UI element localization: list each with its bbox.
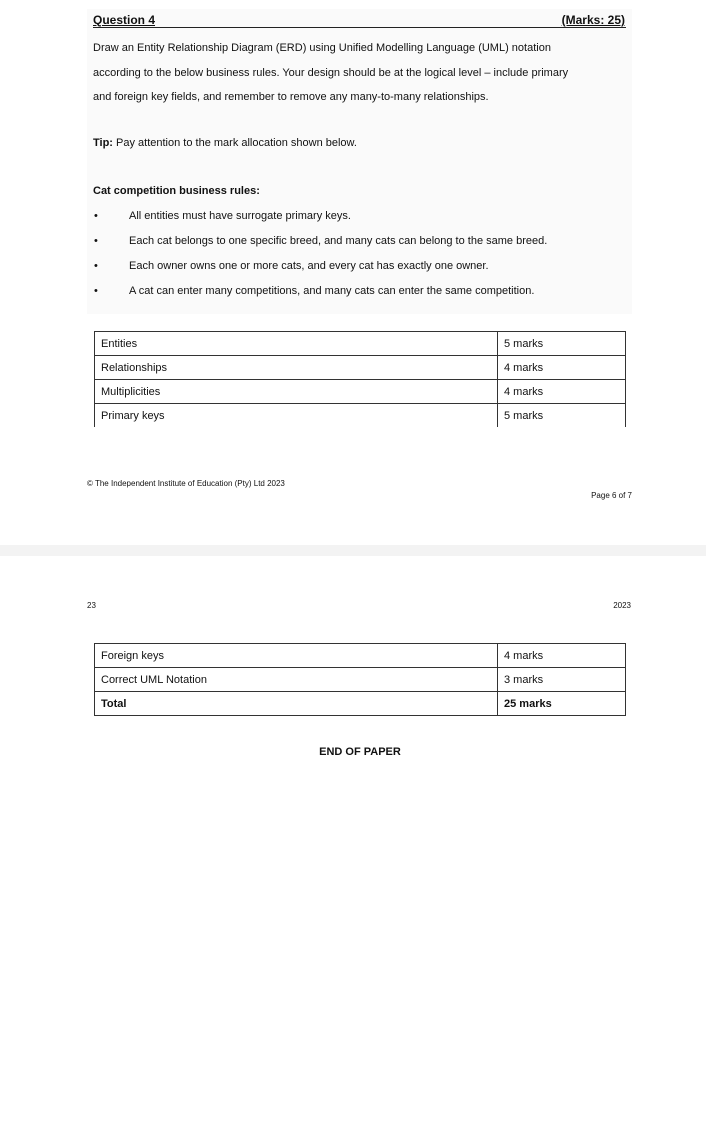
marks-cell: 4 marks — [498, 356, 626, 380]
page-header-right: 2023 — [613, 601, 631, 610]
marks-cell: 3 marks — [498, 668, 626, 692]
page-header-left: 23 — [87, 601, 96, 610]
marks-cell: 5 marks — [498, 332, 626, 356]
rule-3: Each owner owns one or more cats, and every cat has exactly one owner. — [129, 260, 489, 272]
bullet-4: • — [94, 285, 98, 297]
page-break — [0, 545, 706, 556]
item-cell: Relationships — [95, 356, 498, 380]
table-row — [95, 356, 626, 380]
bullet-1: • — [94, 210, 98, 222]
title-underline — [93, 27, 626, 28]
table-row — [95, 668, 626, 692]
mark-allocation-table-1 — [94, 331, 626, 427]
rules-title: Cat competition business rules: — [93, 185, 260, 197]
total-marks-cell: 25 marks — [498, 692, 626, 716]
table-row — [95, 332, 626, 356]
tip-line — [93, 137, 357, 149]
tip-text: Pay attention to the mark allocation shown below. — [112, 137, 357, 149]
table-row — [95, 404, 626, 428]
mark-allocation-table-2 — [94, 643, 626, 716]
tip-label: Tip: — [93, 137, 113, 149]
footer-copyright: © The Independent Institute of Education (Pty) Ltd 2023 — [87, 479, 285, 488]
instruction-line-1: Draw an Entity Relationship Diagram (ERD) using Unified Modelling Language (UML) notation — [93, 42, 551, 54]
item-cell: Entities — [95, 332, 498, 356]
item-cell: Correct UML Notation — [95, 668, 498, 692]
footer-page-number: Page 6 of 7 — [591, 491, 632, 500]
item-cell: Multiplicities — [95, 380, 498, 404]
rule-4: A cat can enter many competitions, and many cats can enter the same competition. — [129, 285, 535, 297]
marks-cell: 4 marks — [498, 380, 626, 404]
bullet-2: • — [94, 235, 98, 247]
item-cell: Primary keys — [95, 404, 498, 428]
item-cell: Foreign keys — [95, 644, 498, 668]
table-row — [95, 644, 626, 668]
question-title: Question 4 — [93, 13, 156, 27]
instruction-line-2: according to the below business rules. Your design should be at the logical level – include primary — [93, 66, 569, 79]
instruction-line-3: and foreign key fields, and remember to remove any many-to-many relationships. — [93, 91, 489, 103]
total-label-cell: Total — [95, 692, 498, 716]
marks-cell: 5 marks — [498, 404, 626, 428]
marks-cell: 4 marks — [498, 644, 626, 668]
total-row — [95, 692, 626, 716]
rule-1: All entities must have surrogate primary keys. — [129, 210, 351, 222]
instructions-paragraph — [93, 36, 633, 110]
table-row — [95, 380, 626, 404]
question-marks: (Marks: 25) — [561, 13, 625, 27]
rule-2: Each cat belongs to one specific breed, and many cats can belong to the same breed. — [129, 235, 548, 247]
bullet-3: • — [94, 260, 98, 272]
end-of-paper: END OF PAPER — [319, 746, 401, 758]
